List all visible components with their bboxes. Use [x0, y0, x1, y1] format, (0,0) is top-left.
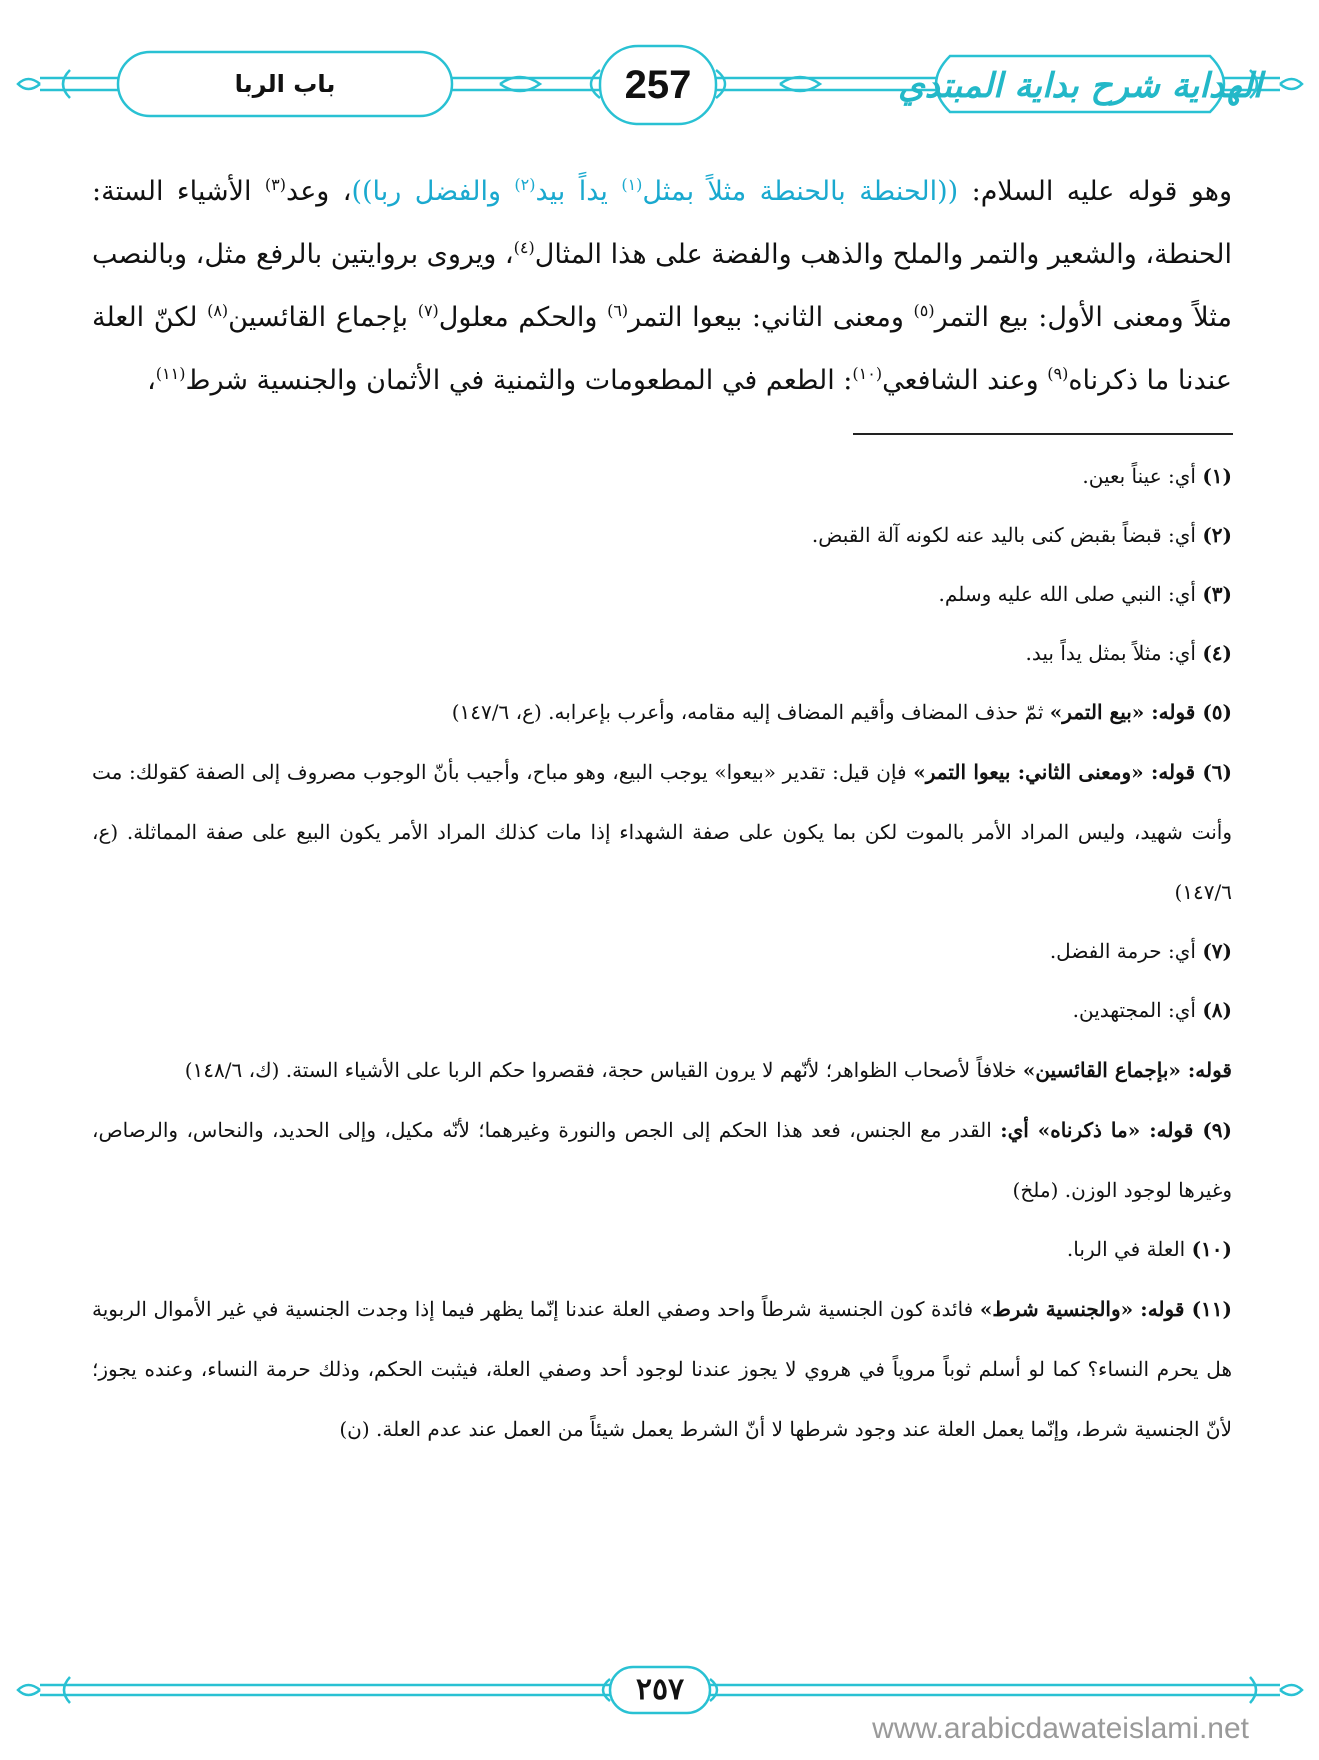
- footnote-item: [92, 639, 1232, 668]
- footnote-item: [92, 580, 1232, 609]
- text-run: والفضل ربا)): [351, 176, 515, 207]
- chapter-title: باب الربا: [234, 70, 336, 98]
- text-run: ، ويروى بروايتين بالرفع مثل، وبالنصب مثلاً ومعنى الأول: بيع التمر: [92, 239, 1233, 333]
- footnote-text: أي: قبضاً بقبض كنى باليد عنه لكونه آلة القبض.: [811, 523, 1203, 547]
- footnote-ref[interactable]: (١١): [155, 364, 186, 383]
- footnote-text: العلة في الربا.: [1066, 1237, 1192, 1261]
- footnote-number: (٥): [1202, 700, 1232, 724]
- footnote-number: (١١): [1191, 1297, 1232, 1321]
- footnote-number: (٤): [1202, 641, 1232, 665]
- footnote-item: [92, 1279, 1232, 1459]
- footnote-lemma: قوله: «ما ذكرناه» أي:: [1000, 1118, 1203, 1142]
- footnote-ref[interactable]: (٦): [607, 301, 629, 320]
- book-title: الهداية شرح بداية المبتدي: [897, 66, 1263, 106]
- footnote-item: [92, 521, 1232, 550]
- footnote-number: (١): [1202, 464, 1232, 488]
- footnote-item: [92, 1235, 1232, 1264]
- footnote-ref[interactable]: (١٠): [852, 364, 883, 383]
- text-run: وهو قوله عليه السلام:: [958, 176, 1232, 207]
- website-url[interactable]: www.arabicdawateislami.net: [872, 1712, 1249, 1745]
- footnote-ref[interactable]: (٣): [264, 175, 287, 194]
- footnote-text: ثمّ حذف المضاف وأقيم المضاف إليه مقامه، وأعرب بإعرابه. (ع، ١٤٧/٦): [451, 700, 1050, 724]
- footnote-number: (٨): [1202, 998, 1232, 1022]
- main-paragraph: [92, 160, 1232, 412]
- footnote-text: أي: عيناً بعين.: [1082, 464, 1203, 488]
- footnote-lemma: قوله: «والجنسية شرط»: [979, 1297, 1192, 1321]
- text-run: : الطعم في المطعومات والثمنية في الأثمان والجنسية شرط: [185, 365, 853, 396]
- text-run: وعند الشافعي: [882, 365, 1048, 396]
- text-run: بإجماع القائسين: [228, 302, 418, 333]
- text-run: ،: [147, 365, 156, 396]
- text-run: يداً بيد: [535, 176, 622, 207]
- footnote-number: (٩): [1202, 1118, 1232, 1142]
- text-run: ومعنى الثاني: بيعوا التمر: [628, 302, 914, 333]
- footnote-ref[interactable]: (٤): [513, 238, 535, 257]
- footnote-ref[interactable]: (٥): [913, 301, 935, 320]
- footnote-ref[interactable]: (١): [621, 175, 643, 194]
- footnote-item: [92, 1100, 1232, 1220]
- footnote-item: [92, 462, 1232, 491]
- page-header: [0, 0, 1319, 160]
- footnote-text: أي: حرمة الفضل.: [1049, 939, 1203, 963]
- footnote-text: أي: النبي صلى الله عليه وسلم.: [938, 582, 1203, 606]
- footnote-text: خلافاً لأصحاب الظواهر؛ لأنّهم لا يرون القياس حجة، فقصروا حكم الربا على الأشياء الستة. (ك، ١٤٨/٦): [184, 1058, 1023, 1082]
- footnote-item: [92, 937, 1232, 966]
- footnote-ref[interactable]: (٩): [1047, 364, 1069, 383]
- footnote-lemma: قوله: «بإجماع القائسين»: [1022, 1058, 1232, 1082]
- footnote-ref[interactable]: (٨): [207, 301, 229, 320]
- footnote-text: فإن قيل: تقدير «بيعوا» يوجب البيع، وهو مباح، وأجيب بأنّ الوجوب مصروف إلى الصفة كقولك: مت وأنت شهيد، وليس المراد الأمر بالموت لكن بما يكون على صفة الشهداء إذا مات كذلك المراد الأمر يكون البيع على صفة المماثلة. (ع، ١٤٧/٦): [92, 760, 1232, 904]
- footnote-lemma: قوله: «ومعنى الثاني: بيعوا التمر»: [913, 760, 1203, 784]
- footnote-item: [92, 996, 1232, 1025]
- footnote-number: (٣): [1202, 582, 1232, 606]
- footnote-number: (٢): [1202, 523, 1232, 547]
- footnote-lemma: قوله: «بيع التمر»: [1049, 700, 1203, 724]
- footnote-item: [92, 698, 1232, 727]
- text-run: الأشياء الستة: الحنطة، والشعير والتمر والملح والذهب والفضة على هذا المثال: [92, 176, 1232, 270]
- footnotes: [92, 462, 1232, 1474]
- footnote-text: أي: المجتهدين.: [1072, 998, 1203, 1022]
- header-page-number: 257: [624, 62, 692, 107]
- text-run: ((الحنطة بالحنطة مثلاً بمثل: [642, 176, 959, 207]
- footnote-ref[interactable]: (٢): [514, 175, 536, 194]
- footnote-text: فائدة كون الجنسية شرطاً واحد وصفي العلة عندنا إنّما يظهر فيما إذا وجدت الجنسية في غير الأموال الربوية هل يحرم النساء؟ كما لو أسلم ثوباً مروياً في هروي لا يجوز عندنا لوجود أحد وصفي العلة، فيثبت الحكم، وذلك حرمة النساء، وعنده يجوز؛ لأنّ الجنسية شرط، وإنّما يعمل العلة عند وجود شرطها لا أنّ الشرط يعمل شيئاً من العمل عند عدم العلة. (ن): [92, 1297, 1232, 1441]
- footnote-item: [92, 742, 1232, 922]
- footer-page-number: ٢٥٧: [635, 1671, 685, 1707]
- footnote-item: [92, 1040, 1232, 1100]
- main-text: [92, 160, 1232, 412]
- footnote-text: أي: مثلاً بمثل يداً بيد.: [1025, 641, 1203, 665]
- footnote-number: (١٠): [1191, 1237, 1232, 1261]
- footnote-number: (٧): [1202, 939, 1232, 963]
- footnote-number: (٦): [1202, 760, 1233, 784]
- text-run: لكنّ العلة عندنا ما ذكرناه: [92, 302, 1232, 396]
- text-run: ، وعد: [286, 176, 352, 207]
- footnote-divider: [853, 433, 1233, 435]
- text-run: والحكم معلول: [438, 302, 608, 333]
- footnote-ref[interactable]: (٧): [417, 301, 439, 320]
- footnote-text: القدر مع الجنس، فعد هذا الحكم إلى الجص والنورة وغيرهما؛ لأنّه مكيل، وإلى الحديد، والنحاس، والرصاص، وغيرها لوجود الوزن. (ملخ): [92, 1118, 1232, 1202]
